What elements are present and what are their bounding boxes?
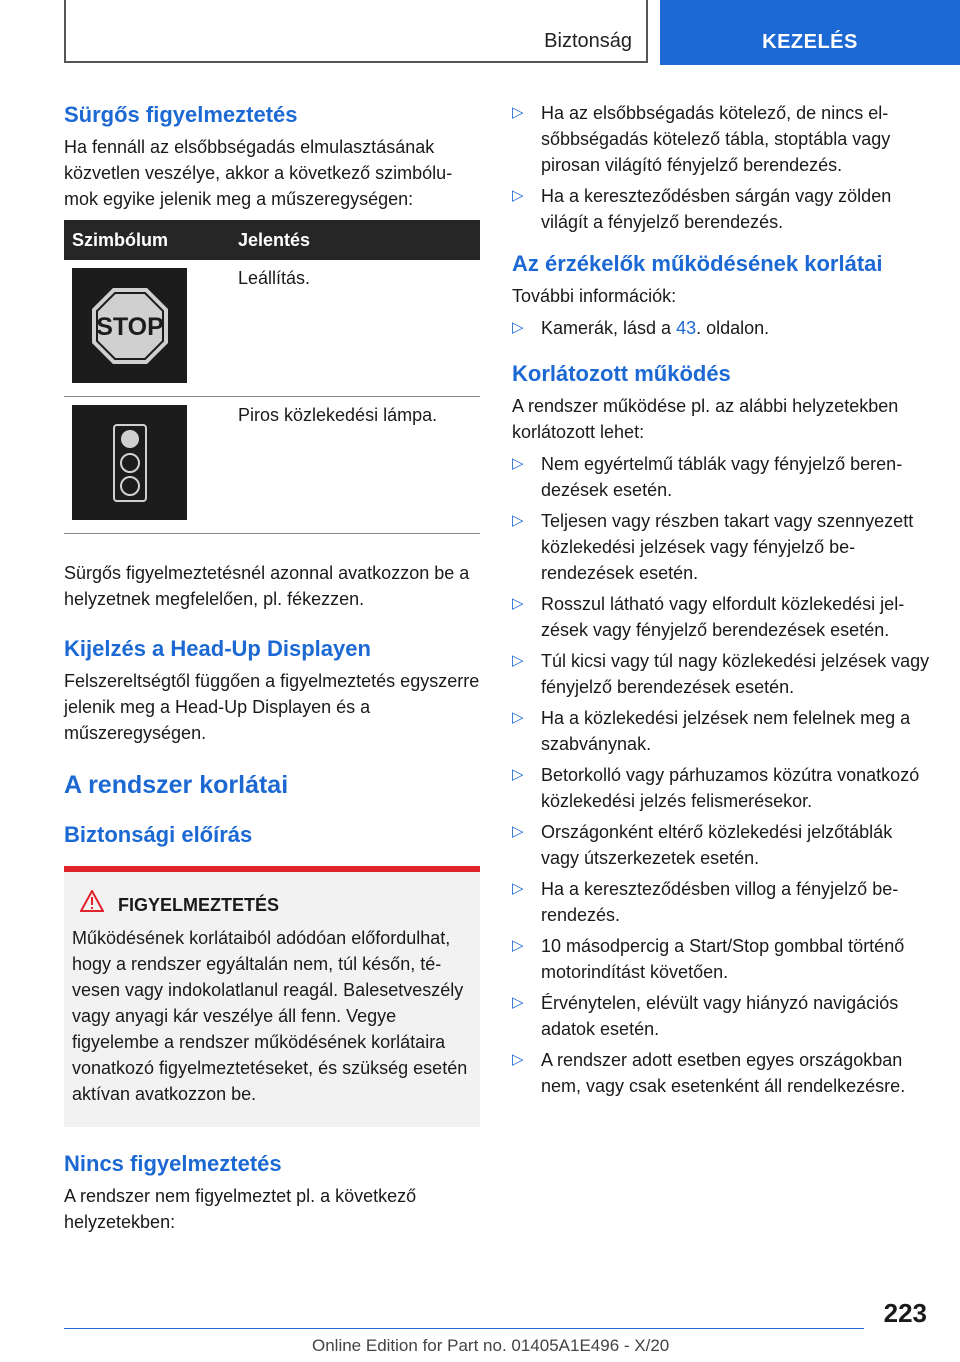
list-item: ▷ 10 másodpercig a Start/Stop gombbal történő motorindítást követően. [512, 933, 932, 985]
heading-no-warning: Nincs figyelmeztetés [64, 1151, 282, 1176]
page-number: 223 [883, 1298, 927, 1328]
warning-box [64, 866, 480, 1127]
triangle-bullet-icon: ▷ [512, 766, 524, 783]
header-section-title: Biztonság [544, 30, 632, 52]
list-item: ▷ Országonként eltérő közlekedési jelzőtáblák vagy útszerkezetek esetén. [512, 819, 932, 871]
list-item: ▷ Ha a kereszteződésben villog a fényjelző berendezés. [512, 876, 932, 928]
triangle-bullet-icon: ▷ [512, 455, 524, 472]
page-link-43[interactable]: 43 [676, 318, 697, 338]
warning-title: FIGYELMEZTETÉS [118, 894, 280, 915]
list-item: ▷ Nem egyértelmű táblák vagy fényjelző berendezések esetén. [512, 451, 932, 503]
bullet-list-camera [512, 315, 932, 341]
paragraph-restricted: A rendszer működése pl. az alábbi helyzetekben korlátozott lehet: [512, 396, 899, 442]
heading-restricted: Korlátozott működés [512, 361, 731, 386]
triangle-bullet-icon: ▷ [512, 880, 524, 897]
online-edition-text: Online Edition for Part no. 01405A1E496 - X/20 [312, 1336, 670, 1355]
table-row [64, 397, 480, 534]
paragraph-after-table: Sürgős figyelmeztetésnél azonnal avatkozzon be a helyzetnek megfelelően, pl. fékezzen. [64, 563, 470, 609]
list-item: ▷ A rendszer adott esetben egyes országokban nem, vagy csak esetenként áll rendelkezésre. [512, 1047, 932, 1099]
triangle-bullet-icon: ▷ [512, 104, 524, 121]
list-item: ▷ Kamerák, lásd a 43. oldalon. [512, 315, 932, 341]
header-frame [64, 0, 648, 63]
warning-body: Működésének korlátaiból adódóan előfordulhat, hogy a rendszer egyáltalán nem, túl későn, tévesen vagy indokolatlanul reagál. Balesetveszély vagy anyagi kár veszélye áll fenn. Vegye figyelembe a rendszer működésének korlátaira vonatkozó figyelmeztetéseket, és szükség esetén aktívan avatkozzon be. [72, 928, 468, 1104]
triangle-bullet-icon: ▷ [512, 937, 524, 954]
heading-system-limits: A rendszer korlátai [64, 771, 289, 799]
paragraph-hud: Felszereltségtől függően a figyelmeztetés egyszerre jelenik meg a Head-Up Displayen és a műszeregységen. [64, 671, 480, 743]
list-item: ▷ Ha az elsőbbségadás kötelező, de nincs elsőbbségadás kötelező tábla, stoptábla vagy pirosan világító fényjelző berendezés. [512, 100, 932, 178]
triangle-bullet-icon: ▷ [512, 512, 524, 529]
paragraph-urgent: Ha fennáll az elsőbbségadás elmulasztásának közvetlen veszélye, akkor a következő szimbólumok egyike jelenik meg a műszeregységen: [64, 137, 453, 209]
triangle-bullet-icon: ▷ [512, 595, 524, 612]
table-header-symbol: Szimbólum [64, 220, 230, 260]
heading-urgent-warning: Sürgős figyelmeztetés [64, 102, 298, 127]
list-item: ▷ Érvénytelen, elévült vagy hiányzó navigációs adatok esetén. [512, 990, 932, 1042]
list-item: ▷ Betorkolló vagy párhuzamos közútra vonatkozó közlekedési jelzés felismerésekor. [512, 762, 932, 814]
list-item: ▷ Ha a kereszteződésben sárgán vagy zölden világít a fényjelző berendezés. [512, 183, 932, 235]
list-item: ▷ Teljesen vagy részben takart vagy szennyezett közlekedési jelzések vagy fényjelző berendezések esetén. [512, 508, 932, 586]
heading-safety: Biztonsági előírás [64, 822, 253, 847]
bullet-list-2 [512, 451, 932, 1099]
list-item: ▷ Ha a közlekedési jelzések nem felelnek meg a szabványnak. [512, 705, 932, 757]
paragraph-more-info: További információk: [512, 286, 677, 306]
list-item: ▷ Rosszul látható vagy elfordult közlekedési jelzések vagy fényjelző berendezések esetén. [512, 591, 932, 643]
triangle-bullet-icon: ▷ [512, 652, 524, 669]
footer-divider [64, 1328, 864, 1329]
bullet-list-1 [512, 100, 932, 235]
table-header-meaning: Jelentés [230, 220, 480, 260]
list-item: ▷ Túl kicsi vagy túl nagy közlekedési jelzések vagy fényjelző berendezések esetén. [512, 648, 932, 700]
heading-hud: Kijelzés a Head-Up Displayen [64, 636, 371, 661]
table-row [64, 260, 480, 397]
triangle-bullet-icon: ▷ [512, 994, 524, 1011]
triangle-bullet-icon: ▷ [512, 187, 524, 204]
stop-sign-text: STOP [95, 312, 164, 341]
meaning-red-light: Piros közlekedési lámpa. [230, 397, 480, 534]
traffic-light-icon [72, 405, 187, 520]
triangle-bullet-icon: ▷ [512, 823, 524, 840]
paragraph-no-warning: A rendszer nem figyelmeztet pl. a következő helyzetekben: [64, 1186, 417, 1232]
meaning-stop: Leállítás. [230, 260, 480, 397]
header-chapter-tab: KEZELÉS [660, 0, 960, 65]
triangle-bullet-icon: ▷ [512, 709, 524, 726]
triangle-bullet-icon: ▷ [512, 1051, 524, 1068]
left-column [64, 100, 480, 1235]
stop-sign-icon [72, 268, 187, 383]
warning-triangle-icon [80, 890, 104, 919]
right-column [512, 100, 932, 1104]
symbol-table [64, 220, 480, 534]
triangle-bullet-icon: ▷ [512, 319, 524, 336]
heading-sensor-limits: Az érzékelők működésének korlátai [512, 251, 883, 276]
